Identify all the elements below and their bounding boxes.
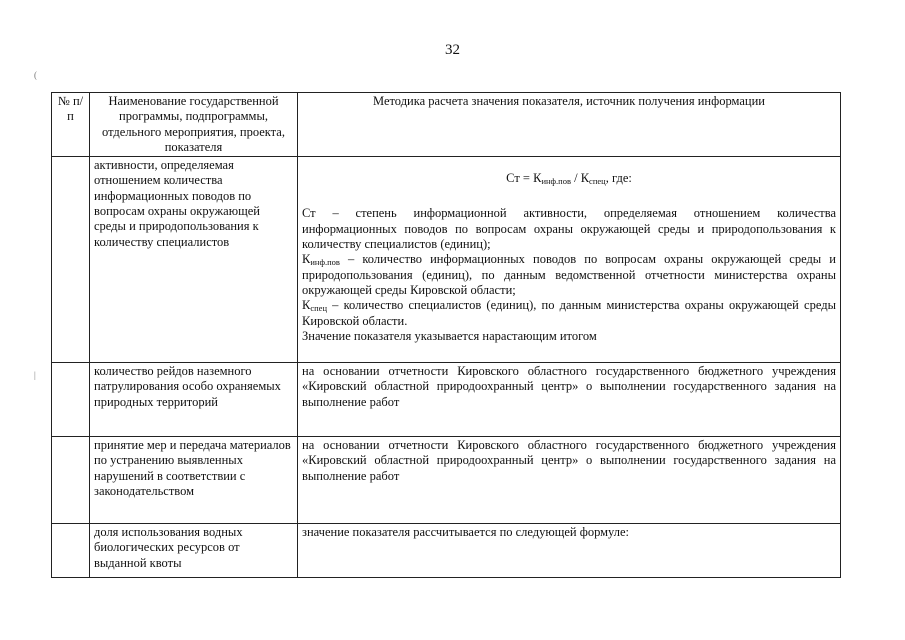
- indicator-name-cell: количество рейдов наземного патрулирования особо охраняемых природных территорий: [90, 363, 298, 437]
- margin-tick-mark: |: [34, 370, 36, 380]
- indicator-methodology-table: [51, 92, 841, 578]
- formula: Ст = $К_{инф.пов} / К_{спец}$, где:: [506, 171, 632, 187]
- table-row: [52, 363, 841, 437]
- table-header-row: [52, 93, 841, 157]
- definition-k-inf: $К_{инф.пов}$ – количество информационных поводов по вопросам охраны окружающей среды и природопользования (единиц), по данным ведомственной отчетности министерства охраны окружающей среды Кировской области;: [302, 252, 836, 297]
- table-row: [52, 437, 841, 524]
- table-row: [52, 524, 841, 578]
- table-row: [52, 157, 841, 363]
- header-col-number: № п/п: [52, 93, 90, 157]
- page-number: 32: [445, 42, 460, 58]
- method-cell: [298, 157, 841, 363]
- margin-tick-mark: (: [34, 70, 37, 80]
- method-cell: на основании отчетности Кировского областного государственного бюджетного учреждения «Кировский областной природоохранный центр» о выполнении государственного задания на выполнение работ: [298, 363, 841, 437]
- method-cell: на основании отчетности Кировского областного государственного бюджетного учреждения «Кировский областной природоохранный центр» о выполнении государственного задания на выполнение работ: [298, 437, 841, 524]
- definition-st: Ст – степень информационной активности, определяемая отношением количества информационных поводов по вопросам охраны окружающей среды и природопользования к количеству специалистов (единиц);: [302, 206, 836, 252]
- cumulative-note: Значение показателя указывается нарастающим итогом: [302, 328, 597, 343]
- row-number-cell: [52, 363, 90, 437]
- row-number-cell: [52, 157, 90, 363]
- indicator-name-cell: доля использования водных биологических ресурсов от выданной квоты: [90, 524, 298, 578]
- header-col-name: Наименование государственной программы, подпрограммы, отдельного мероприятия, проекта, показателя: [90, 93, 298, 157]
- indicator-name-cell: принятие мер и передача материалов по устранению выявленных нарушений в соответствии с законодательством: [90, 437, 298, 524]
- indicator-name-cell: активности, определяемая отношением количества информационных поводов по вопросам охраны окружающей среды и природопользования к количеству специалистов: [90, 157, 298, 363]
- method-cell: значение показателя рассчитывается по следующей формуле:: [298, 524, 841, 578]
- definition-k-spec: $К_{спец}$ – количество специалистов (единиц), по данным министерства охраны окружающей среды Кировской области.: [302, 298, 836, 328]
- row-number-cell: [52, 524, 90, 578]
- header-col-method: Методика расчета значения показателя, источник получения информации: [298, 93, 841, 157]
- row-number-cell: [52, 437, 90, 524]
